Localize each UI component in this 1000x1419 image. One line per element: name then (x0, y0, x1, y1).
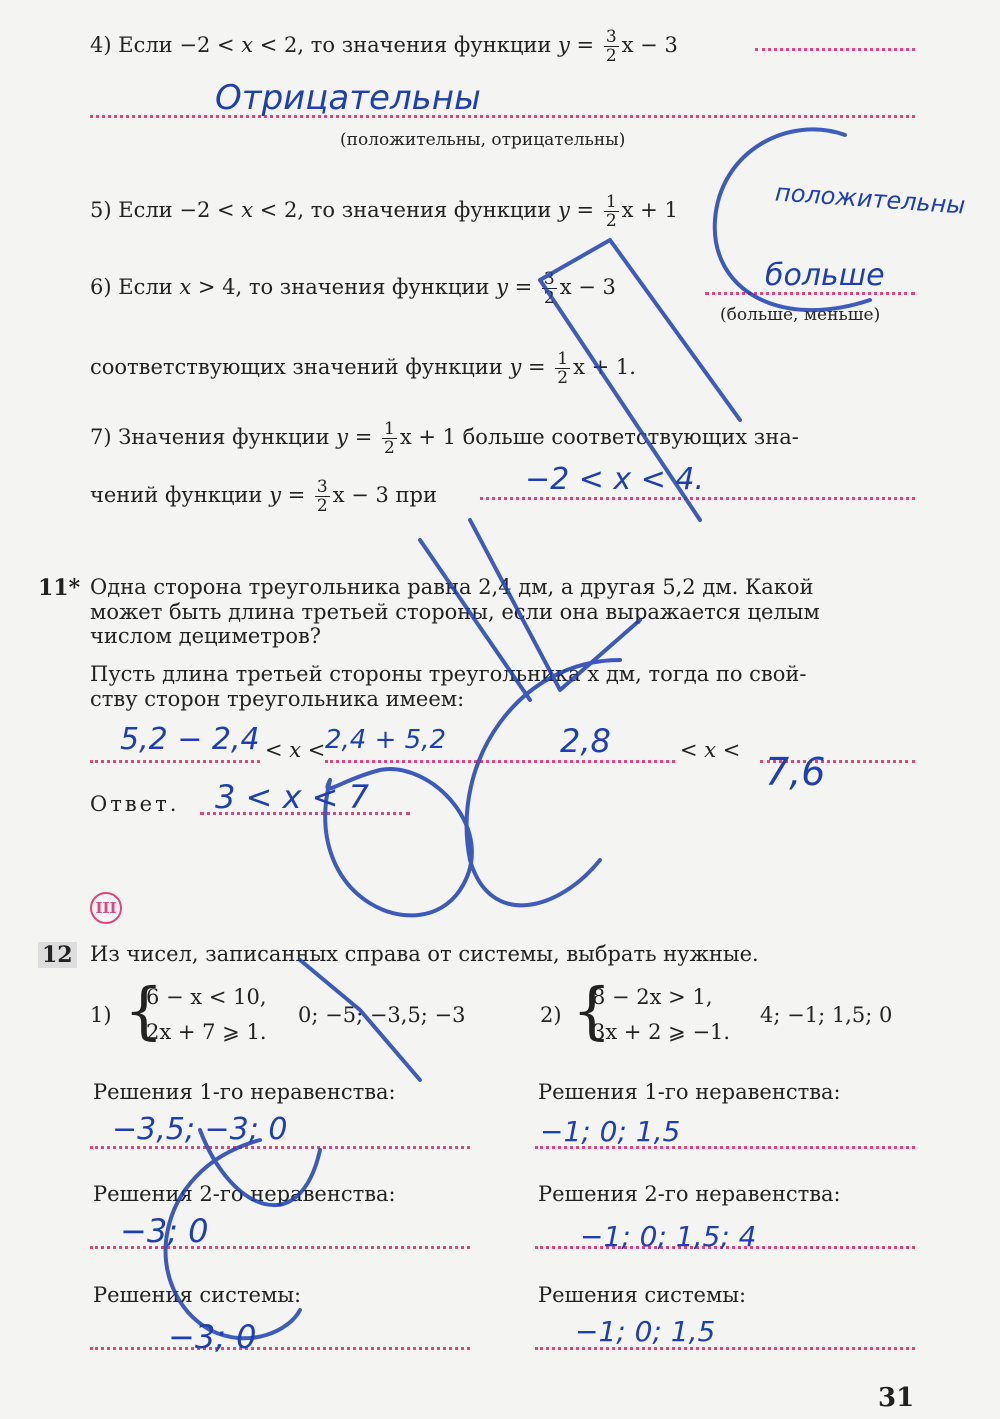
fraction: $\frac{3}{2}$ (316, 477, 328, 516)
fraction: $\frac{1}{2}$ (384, 419, 395, 458)
item4-statement: 4) Если −2 < x < 2, то значения функции y = $\frac{3}{2}$ x − 3 (90, 27, 678, 66)
item4-answer: Отрицательны (215, 78, 481, 118)
fraction: $\frac{3}{2}$ (605, 27, 617, 66)
sys2-eq1: 8 − 2x > 1, (592, 985, 713, 1009)
task11-line: Пусть длина третьей стороны треугольника x дм, тогда по свой- (90, 662, 807, 686)
item6-answer: больше (765, 258, 885, 293)
sys1-eq1: 6 − x < 10, (146, 985, 267, 1009)
right-sol2: −1; 0; 1,5; 4 (580, 1220, 757, 1253)
right-sol1: −1; 0; 1,5 (540, 1115, 681, 1148)
item7-continuation: чений функции y = $\frac{3}{2}$ x − 3 при (90, 477, 437, 516)
inequality-sign: < x < (680, 738, 741, 762)
task11-line: ству сторон треугольника имеем: (90, 687, 465, 711)
task11-line: может быть длина третьей стороны, если она выражается целым (90, 600, 820, 624)
sys1-eq2: 2x + 7 ⩾ 1. (146, 1020, 267, 1044)
page-number: 31 (878, 1383, 915, 1413)
task12-number: 12 (38, 942, 77, 968)
task11-answer: 3 < x < 7 (215, 778, 369, 816)
task11-hw-right1: 2,4 + 5,2 (325, 725, 447, 755)
sol2-label-left: Решения 2-го неравенства: (93, 1182, 396, 1206)
item6-continuation: соответствующих значений функции y = $\frac{1}{2}$ x + 1. (90, 349, 636, 388)
item4-hint: (положительны, отрицательны) (340, 130, 626, 150)
sys2-label: 2) (540, 1003, 562, 1027)
task11-number: 11* (38, 575, 81, 601)
fraction: $\frac{1}{2}$ (605, 192, 617, 231)
solsys-label-right: Решения системы: (538, 1283, 747, 1307)
item6-statement: 6) Если x > 4, то значения функции y = $\frac{3}{2}$ x − 3 (90, 269, 616, 308)
sys2-numbers: 4; −1; 1,5; 0 (760, 1003, 893, 1027)
answer-label: Ответ. (90, 792, 180, 816)
left-sys: −3; 0 (168, 1318, 257, 1356)
item5-answer: положительны (774, 178, 967, 220)
brace-icon: { (572, 974, 612, 1047)
task11-hw-left1: 5,2 − 2,4 (120, 722, 260, 757)
fraction: $\frac{1}{2}$ (557, 349, 569, 388)
item5-statement: 5) Если −2 < x < 2, то значения функции y = $\frac{1}{2}$ x + 1 (90, 192, 678, 231)
item6-hint: (больше, меньше) (720, 305, 881, 325)
sys1-numbers: 0; −5; −3,5; −3 (298, 1003, 466, 1027)
sol1-label-left: Решения 1-го неравенства: (93, 1080, 396, 1104)
task11-line: числом дециметров? (90, 624, 322, 648)
task11-line: Одна сторона треугольника равна 2,4 дм, а другая 5,2 дм. Какой (90, 575, 814, 599)
task12-text: Из чисел, записанных справа от системы, выбрать нужные. (90, 942, 759, 966)
right-sys: −1; 0; 1,5 (575, 1315, 716, 1348)
item7-statement: 7) Значения функции y = $\frac{1}{2}$ x + 1 больше соответствующих зна- (90, 419, 799, 458)
section-mark: III (90, 892, 122, 924)
sys2-eq2: 3x + 2 ⩾ −1. (592, 1020, 731, 1044)
sys1-label: 1) (90, 1003, 112, 1027)
solsys-label-left: Решения системы: (93, 1283, 302, 1307)
sol2-label-right: Решения 2-го неравенства: (538, 1182, 841, 1206)
item7-answer: −2 < x < 4. (525, 462, 705, 497)
inequality-sign: < x < (265, 738, 326, 762)
brace-icon: { (124, 974, 164, 1047)
fraction: $\frac{3}{2}$ (543, 269, 555, 308)
left-sol2: −3; 0 (120, 1212, 209, 1250)
task11-hw-left2: 2,8 (560, 722, 611, 760)
left-sol1: −3,5; −3; 0 (112, 1112, 288, 1147)
task11-hw-right2: 7,6 (765, 750, 826, 794)
sol1-label-right: Решения 1-го неравенства: (538, 1080, 841, 1104)
